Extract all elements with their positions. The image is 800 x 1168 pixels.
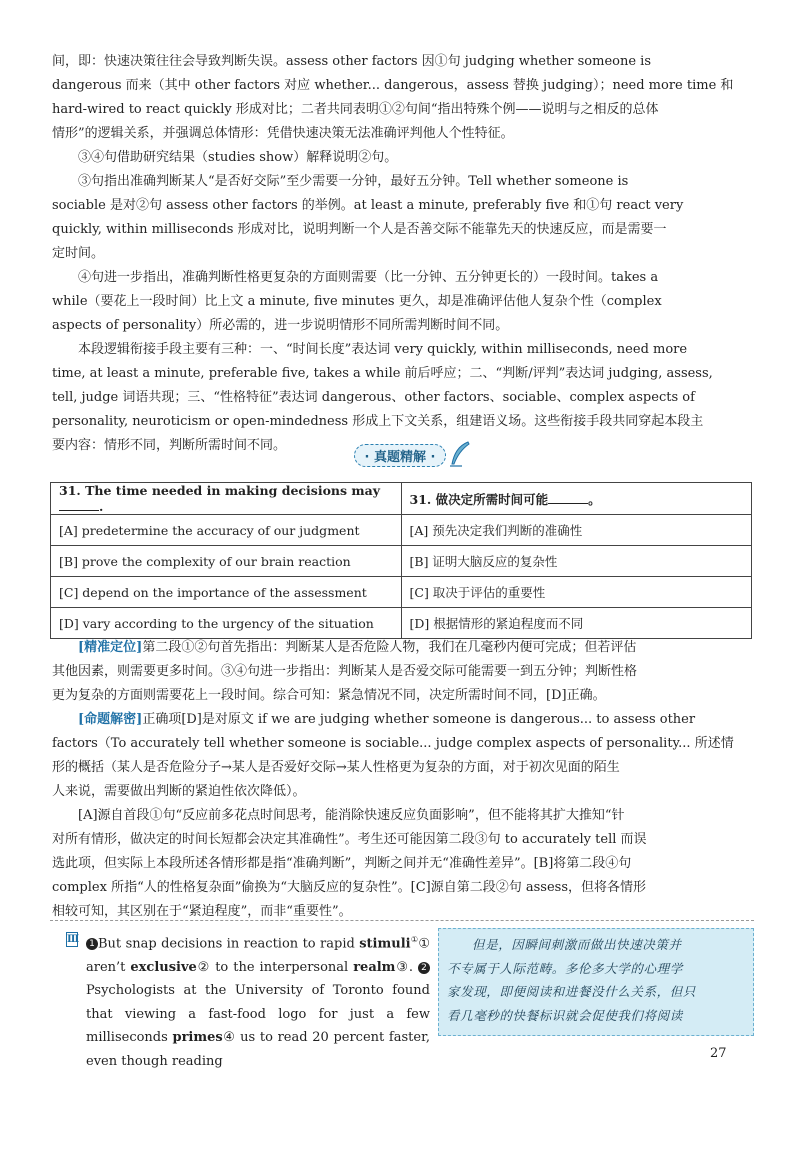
option-d-en: [D] vary according to the urgency of the situation [51, 608, 402, 639]
vocab-word: exclusive [130, 959, 197, 975]
analysis-text-block [52, 50, 752, 458]
vocab-word: realm [353, 959, 396, 975]
option-row [51, 515, 752, 546]
answer-analysis [52, 636, 752, 924]
option-row [51, 546, 752, 577]
wrong-options-section: [A]源自首段①句“反应前多花点时间思考，能消除快速反应负面影响”，但不能将其扩大推知“针 对所有情形，做决定的时间长短都会决定其准确性”。考生还可能因第二段③句 to accurately tell 而误 选此项，但实际上本段所述各情形都是指“准确判断”，判断之间并无“准确性差异”。[B]将第二段④句 complex 所指“人的性格复杂面”偷换为“大脑反应的复杂性”。[C]源自第二段②句 assess，但将各情形 相较可知，其区别在于“紧迫程度”，而非“重要性”。 [52, 808, 647, 919]
option-row [51, 608, 752, 639]
locate-section: [精准定位]第二段①②句首先指出：判断某人是否危险人物，我们在几毫秒内便可完成；但若评估 其他因素，则需要更多时间。③④句进一步指出：判断某人是否爱交际可能需要一到五分钟；判断性格 更为复杂的方面则需要花上一段时间。综合可知：紧急情况不同，决定所需时间不同，[D]正确。 [52, 640, 638, 703]
section-banner [0, 444, 800, 470]
option-row [51, 577, 752, 608]
vocab-word: stimuli [359, 936, 411, 952]
option-c-zh: [C] 取决于评估的重要性 [401, 577, 752, 608]
locate-tag: [精准定位] [78, 640, 143, 655]
paragraph-3: ③句指出准确判断某人“是否好交际”至少需要一分钟，最好五分钟。Tell whether someone is sociable 是对②句 assess other factors 的举例。at least a minute, preferably five 和①句 react very quickly, within milliseconds 形成对比，说明判断一个人是否善交际不能靠先天的快速反应，而是需要一 定时间。 [52, 174, 684, 261]
paragraph-number: Ⅲ [67, 934, 80, 945]
option-a-en: [A] predetermine the accuracy of our judgment [51, 515, 402, 546]
option-d-zh: [D] 根据情形的紧迫程度而不同 [401, 608, 752, 639]
page-number: 27 [710, 1046, 727, 1061]
question-stem-zh: 31. 做决定所需时间可能 。 [401, 483, 752, 515]
passage-paragraph: 1 But snap decisions in reaction to rapid stimuli①① aren’t exclusive② to the interpersonal realm③. 2 Psychologists at the University of Toronto found that viewing a fast-food logo for just a few milliseconds primes④ us to read 20 percent faster, even though reading [86, 935, 431, 1069]
quill-icon [448, 440, 472, 468]
question-table [50, 482, 752, 639]
question-stem-en: 31. The time needed in making decisions may . [51, 483, 402, 515]
decode-section: [命题解密]正确项[D]是对原文 if we are judging whether someone is dangerous... to assess other factors（To accurately tell whether someone is sociable... judge complex aspects of personality... 所述情 形的概括（某人是否危险分子→某人是否爱好交际→某人性格更为复杂的方面，对于初次见面的陌生 人来说，需要做出判断的紧迫性依次降低）。 [52, 712, 734, 799]
section-divider [50, 920, 754, 921]
option-b-zh: [B] 证明大脑反应的复杂性 [401, 546, 752, 577]
paragraph-4: ④句进一步指出，准确判断性格更复杂的方面则需要（比一分钟、五分钟更长的）一段时间。takes a while（要花上一段时间）比上文 a minute, five minutes 更久，却是准确评估他人复杂个性（complex aspects of personality）所必需的，进一步说明情形不同所需判断时间不同。 [52, 270, 662, 333]
sentence-number: 2 [418, 962, 430, 974]
paragraph-1: 间，即：快速决策往往会导致判断失误。assess other factors 因①句 judging whether someone is dangerous 而来（其中 other factors 对应 whether... dangerous，assess 替换 judging）；need more time 和 hard-wired to react quickly 形成对比；二者共同表明①②句间“指出特殊个例——说明与之相反的总体 情形”的逻辑关系，并强调总体情形：凭借快速决策无法准确评判他人个性特征。 [52, 54, 734, 141]
translation-box: 但是，因瞬间刺激而做出快速决策并 不专属于人际范畴。多伦多大学的心理学 家发现，即便阅读和进餐没什么关系，但只 看几毫秒的快餐标识就会促使我们将阅读 [438, 928, 754, 1036]
option-c-en: [C] depend on the importance of the assessment [51, 577, 402, 608]
decode-tag: [命题解密] [78, 712, 143, 727]
paragraph-5: 本段逻辑衔接手段主要有三种：一、“时间长度”表达词 very quickly, within milliseconds, need more time, at least a minute, preferable five, takes a while 前后呼应；二、“判断/评判”表达词 judging, assess, tell, judge 词语共现；三、“性格特征”表达词 dangerous、other factors、sociable、complex aspects of personality, neuroticism or open-mindedness 形成上下文关系，组建语义场。这些衔接手段共同穿起本段主 要内容：情形不同，判断所需时间不同。 [52, 342, 713, 453]
option-b-en: [B] prove the complexity of our brain reaction [51, 546, 402, 577]
sentence-number: 1 [86, 938, 98, 950]
paragraph-2: ③④句借助研究结果（studies show）解释说明②句。 [78, 150, 398, 165]
option-a-zh: [A] 预先决定我们判断的准确性 [401, 515, 752, 546]
vocab-word: primes [172, 1030, 223, 1046]
section-banner-label: · 真题精解 · [354, 444, 447, 467]
question-stem-row [51, 483, 752, 515]
